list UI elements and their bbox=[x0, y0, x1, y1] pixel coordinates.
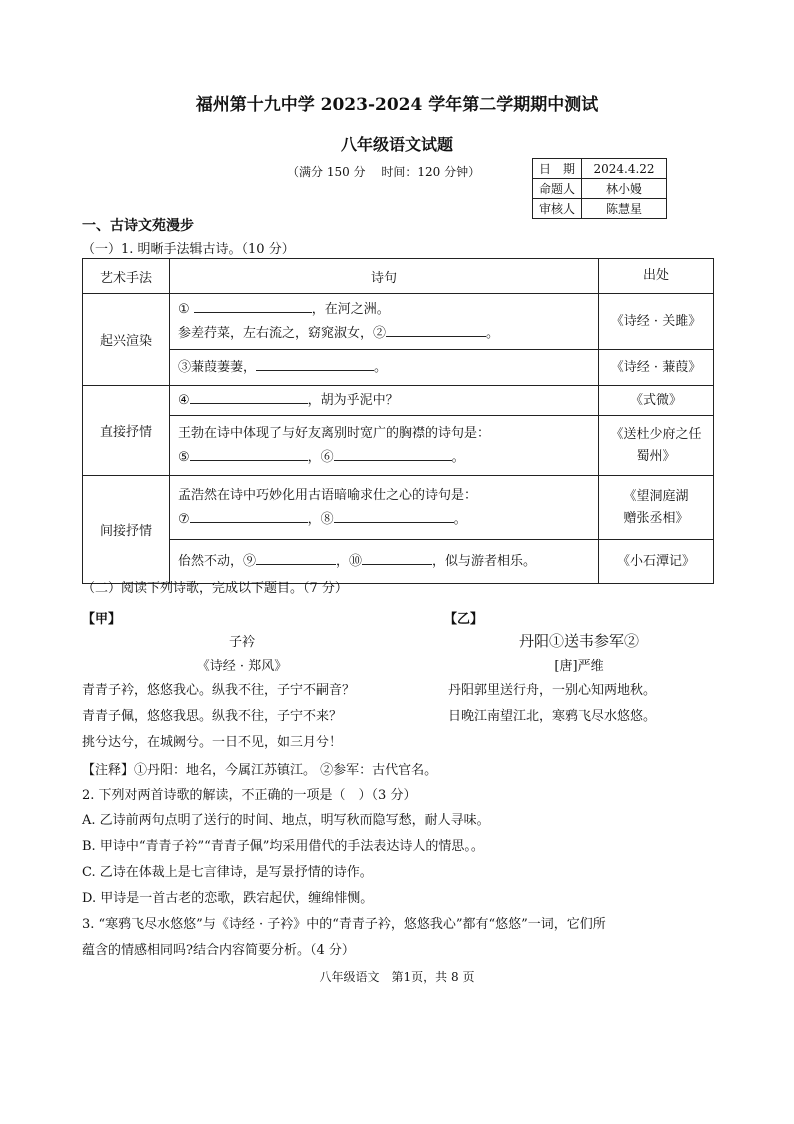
page-subtitle: 八年级语文试题 bbox=[340, 135, 453, 154]
source-cell bbox=[599, 416, 714, 476]
answer-blank[interactable] bbox=[190, 389, 308, 404]
poem-line: 丹阳郭里送行舟，一别心知两地秋。 bbox=[448, 683, 657, 698]
exam-info: （满分 150 分 时间：120 分钟） bbox=[287, 165, 481, 179]
poem-line: 挑兮达兮，在城阙兮。一日不见，如三月兮！ bbox=[82, 735, 343, 750]
info-value: 陈慧星 bbox=[582, 199, 667, 219]
verse-text: 。 bbox=[374, 359, 388, 375]
question-3-cont: 蕴含的情感相同吗?结合内容简要分析。（4 分） bbox=[82, 943, 355, 958]
poem-tag: 【甲】 bbox=[82, 612, 122, 627]
source-cell bbox=[599, 476, 714, 540]
header-verse: 诗句 bbox=[170, 259, 599, 294]
poem-line: 青青子衿，悠悠我心。纵我不往，子宁不嗣音？ bbox=[82, 683, 356, 698]
info-row bbox=[533, 159, 667, 179]
source-cell: 《小石潭记》 bbox=[599, 540, 714, 584]
answer-blank[interactable] bbox=[334, 508, 454, 523]
verse-text: ，在河之洲。 bbox=[311, 301, 390, 317]
poem-notes: 【注释】①丹阳：地名，今属江苏镇江。 ②参军：古代官名。 bbox=[82, 763, 438, 778]
table-row bbox=[83, 350, 714, 386]
technique-cell: 起兴渲染 bbox=[83, 294, 170, 386]
source-cell: 《式微》 bbox=[599, 386, 714, 416]
header-source: 出处 bbox=[599, 259, 714, 294]
verse-text: ，似与游者相乐。 bbox=[432, 553, 537, 569]
part-heading: （二）阅读下列诗歌，完成以下题目。（7 分） bbox=[82, 581, 348, 596]
answer-blank[interactable] bbox=[334, 446, 452, 461]
verse-cell bbox=[170, 294, 599, 350]
question-3: 3. “寒鸦飞尽水悠悠”与《诗经 · 子衿》中的“青青子衿，悠悠我心”都有“悠悠”一词，它们所 bbox=[82, 917, 606, 932]
verse-text: 。 bbox=[451, 449, 465, 465]
verse-text: ③蒹葭萋萋， bbox=[178, 359, 257, 375]
option-c[interactable]: C. 乙诗在体裁上是七言律诗，是写景抒情的诗作。 bbox=[82, 865, 373, 880]
source-text: 《望洞庭湖 bbox=[623, 488, 689, 504]
info-value: 2024.4.22 bbox=[582, 159, 667, 179]
verse-text: ⑤ bbox=[178, 449, 190, 465]
table-row bbox=[83, 386, 714, 416]
info-label: 日 期 bbox=[533, 159, 582, 179]
table-header-row bbox=[83, 259, 714, 294]
page-title: 福州第十九中学 2023-2024 学年第二学期期中测试 bbox=[195, 95, 599, 115]
table-row bbox=[83, 416, 714, 476]
poem-source: 《诗经 · 郑风》 bbox=[196, 659, 288, 674]
option-d[interactable]: D. 甲诗是一首古老的恋歌，跌宕起伏，缠绵悱恻。 bbox=[82, 891, 374, 906]
page-footer: 八年级语文 第1页，共 8 页 bbox=[319, 970, 475, 984]
source-cell: 《诗经 · 关雎》 bbox=[599, 294, 714, 350]
header-technique: 艺术手法 bbox=[83, 259, 170, 294]
verse-text: 王勃在诗中体现了与好友离别时宽广的胸襟的诗句是： bbox=[178, 425, 491, 441]
verse-cell bbox=[170, 386, 599, 416]
answer-blank[interactable] bbox=[362, 550, 432, 565]
verse-text: ④ bbox=[178, 392, 190, 408]
verse-text: 参差荇菜，左右流之，窈窕淑女，② bbox=[178, 325, 387, 341]
poem-table bbox=[82, 258, 714, 584]
verse-text: ，胡为乎泥中？ bbox=[307, 392, 399, 408]
source-cell: 《诗经 · 蒹葭》 bbox=[599, 350, 714, 386]
verse-text: 佁然不动，⑨ bbox=[178, 553, 257, 569]
part-heading: （一）1. 明晰手法辑古诗。（10 分） bbox=[82, 242, 295, 257]
verse-cell bbox=[170, 476, 599, 540]
info-table bbox=[532, 158, 667, 219]
info-label: 命题人 bbox=[533, 179, 582, 199]
answer-blank[interactable] bbox=[386, 322, 486, 337]
verse-text: 。 bbox=[486, 325, 500, 341]
poem-title: 丹阳①送韦参军② bbox=[518, 632, 639, 650]
source-text: 蜀州》 bbox=[636, 448, 676, 464]
poem-line: 日晚江南望江北，寒鸦飞尽水悠悠。 bbox=[448, 709, 657, 724]
poem-tag: 【乙】 bbox=[444, 612, 484, 627]
technique-cell: 间接抒情 bbox=[83, 476, 170, 584]
verse-text: 。 bbox=[453, 511, 467, 527]
poem-title: 子衿 bbox=[228, 635, 255, 650]
source-text: 《送杜少府之任 bbox=[610, 426, 702, 442]
table-row bbox=[83, 476, 714, 540]
info-value: 林小嫚 bbox=[582, 179, 667, 199]
answer-blank[interactable] bbox=[256, 550, 336, 565]
verse-cell bbox=[170, 416, 599, 476]
answer-blank[interactable] bbox=[190, 446, 308, 461]
verse-text: ，⑩ bbox=[336, 553, 363, 569]
section-heading: 一、古诗文苑漫步 bbox=[82, 218, 194, 234]
verse-text: ，⑥ bbox=[307, 449, 334, 465]
verse-text: ⑦ bbox=[178, 511, 190, 527]
info-row bbox=[533, 179, 667, 199]
poem-line: 青青子佩，悠悠我思。纵我不往，子宁不来？ bbox=[82, 709, 343, 724]
verse-text: 孟浩然在诗中巧妙化用古语暗喻求仕之心的诗句是： bbox=[178, 487, 478, 503]
verse-text: ，⑧ bbox=[307, 511, 334, 527]
option-a[interactable]: A. 乙诗前两句点明了送行的时间、地点，明写秋而隐写愁，耐人寻味。 bbox=[82, 813, 490, 828]
source-text: 赠张丞相》 bbox=[623, 510, 689, 526]
answer-blank[interactable] bbox=[190, 508, 308, 523]
question-2: 2. 下列对两首诗歌的解读，不正确的一项是（ ）（3 分） bbox=[82, 788, 417, 803]
poem-author: [唐]严维 bbox=[554, 659, 604, 674]
table-row bbox=[83, 294, 714, 350]
technique-cell: 直接抒情 bbox=[83, 386, 170, 476]
option-b[interactable]: B. 甲诗中“青青子衿”“青青子佩”均采用借代的手法表达诗人的情思。。 bbox=[82, 839, 484, 854]
info-row bbox=[533, 199, 667, 219]
verse-text: ① bbox=[178, 301, 190, 317]
answer-blank[interactable] bbox=[194, 298, 312, 313]
info-label: 审核人 bbox=[533, 199, 582, 219]
answer-blank[interactable] bbox=[256, 356, 374, 371]
verse-cell bbox=[170, 350, 599, 386]
